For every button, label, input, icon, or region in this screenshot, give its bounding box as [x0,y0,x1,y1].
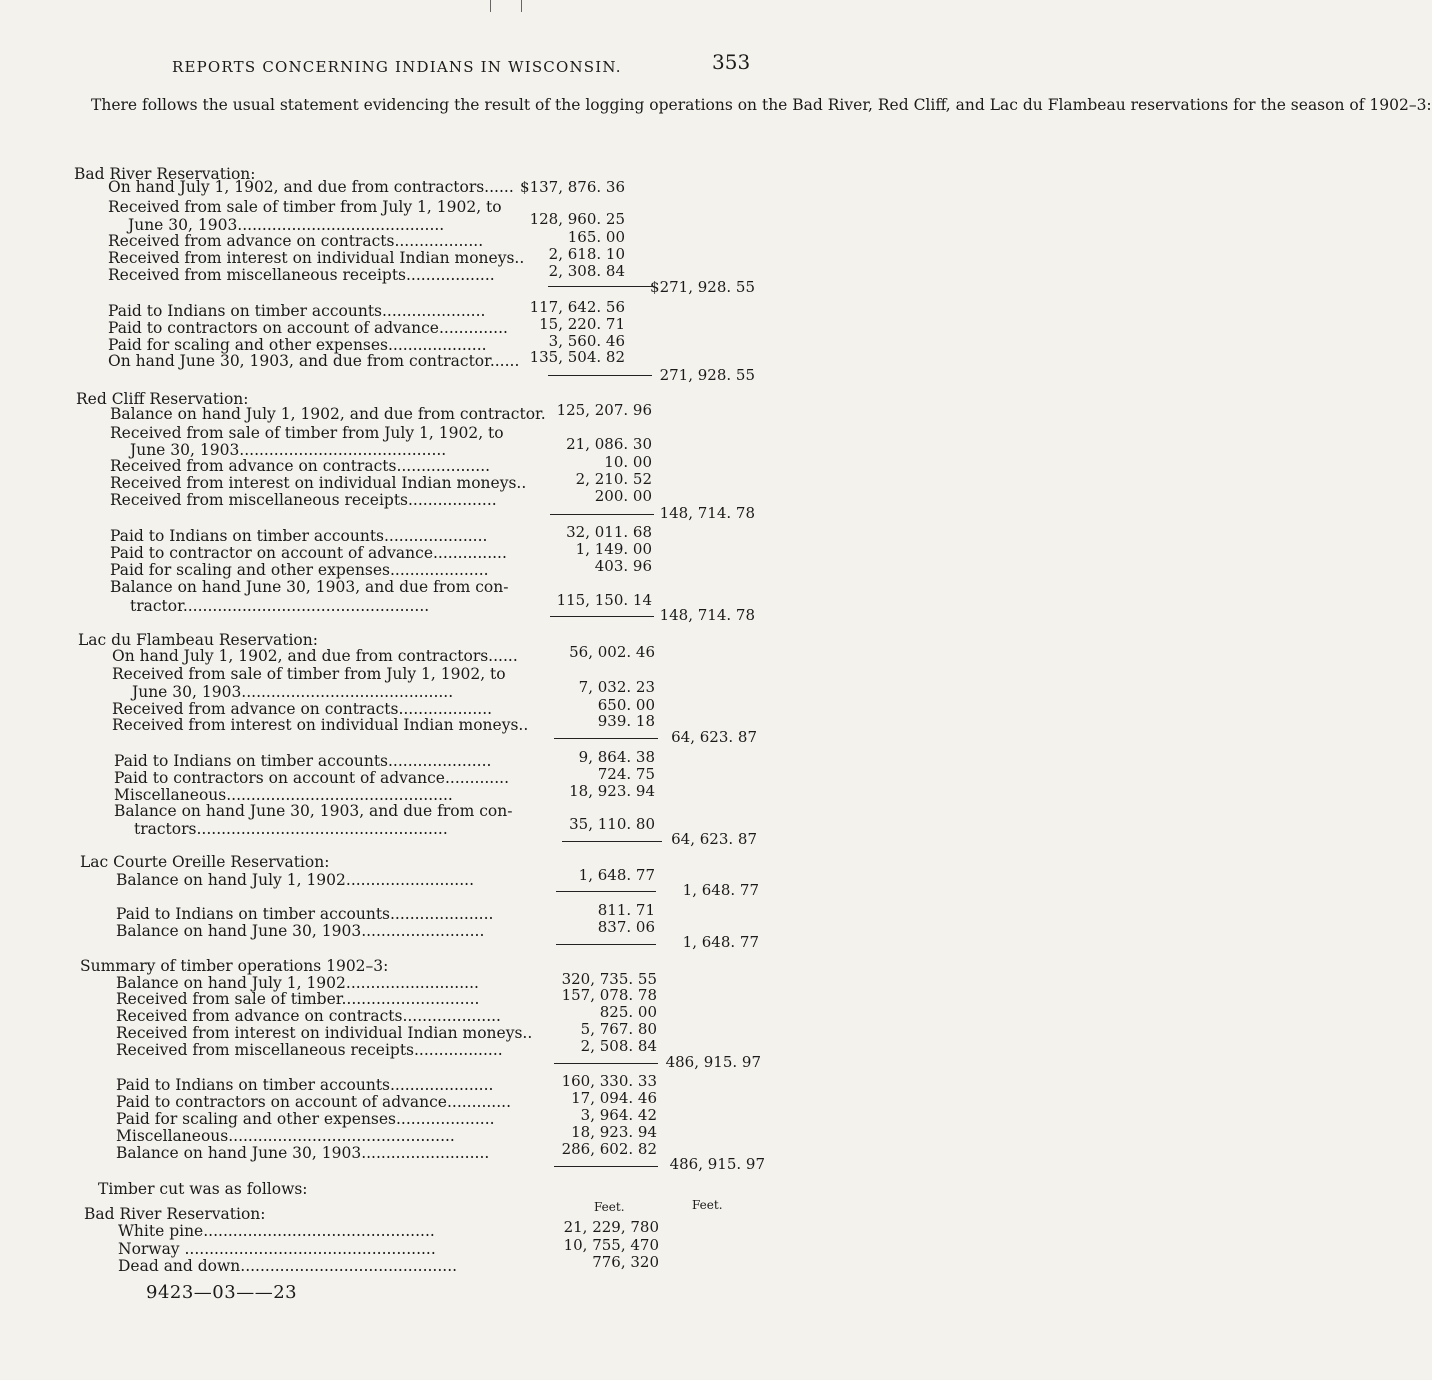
summary-value-3: 825. 00 [599,1003,657,1021]
rule [550,514,654,515]
red-cliff-value-3: 10. 00 [604,453,652,471]
summary-value-4: 5, 767. 80 [580,1020,657,1038]
bad-river-value-6: 117, 642. 56 [529,298,625,316]
summary-total-2: 486, 915. 97 [669,1155,765,1173]
red-cliff-value-7: 1, 149. 00 [575,540,652,558]
lac-du-flambeau-value-4: 939. 18 [597,712,655,730]
summary-line-2: Received from sale of timber............................ [116,990,480,1008]
timber-cut-value-3: 776, 320 [592,1253,659,1271]
section-title-summary: Summary of timber operations 1902–3: [80,957,389,975]
red-cliff-value-6: 32, 011. 68 [566,523,652,541]
summary-line-9: Miscellaneous.............................................. [116,1127,455,1145]
red-cliff-line-3: Received from advance on contracts................... [110,457,491,475]
lac-du-flambeau-line-4: Received from interest on individual Indian moneys.. [112,716,529,734]
bad-river-total-2: 271, 928. 55 [659,366,755,384]
section-title-lac-du-flambeau: Lac du Flambeau Reservation: [78,631,318,649]
rule [562,841,662,842]
timber-cut-subtitle: Bad River Reservation: [84,1205,266,1223]
lac-du-flambeau-line-7: Miscellaneous.............................................. [114,786,453,804]
summary-line-8: Paid for scaling and other expenses.................... [116,1110,495,1128]
lac-du-flambeau-value-8: 35, 110. 80 [569,815,655,833]
summary-value-1: 320, 735. 55 [561,970,657,988]
bad-river-total-1: $271, 928. 55 [650,278,755,296]
scan-mark [490,0,522,12]
timber-cut-line-3: Dead and down............................................ [118,1257,458,1275]
page-number: 353 [712,50,751,74]
lac-du-flambeau-total-2: 64, 623. 87 [671,830,757,848]
lac-courte-oreille-value-2: 811. 71 [597,901,655,919]
section-title-red-cliff: Red Cliff Reservation: [76,390,249,408]
summary-value-2: 157, 078. 78 [561,986,657,1004]
timber-cut-col2-header: Feet. [692,1198,723,1212]
red-cliff-value-8: 403. 96 [594,557,652,575]
summary-line-7: Paid to contractors on account of advance............. [116,1093,512,1111]
red-cliff-value-5: 200. 00 [594,487,652,505]
lac-du-flambeau-line-8b: tractors................................................... [134,820,448,838]
rule [554,1166,658,1167]
bad-river-line-6: Paid to Indians on timber accounts..................... [108,302,486,320]
timber-cut-line-2: Norway ................................................... [118,1240,436,1258]
lac-courte-oreille-value-1: 1, 648. 77 [578,866,655,884]
bad-river-value-1: $137, 876. 36 [520,178,625,196]
lac-du-flambeau-line-2a: Received from sale of timber from July 1, 1902, to [112,665,506,683]
timber-cut-value-2: 10, 755, 470 [563,1236,659,1254]
timber-cut-line-1: White pine............................................... [118,1222,435,1240]
rule [554,738,658,739]
red-cliff-line-7: Paid to contractor on account of advance............... [110,544,507,562]
lac-courte-oreille-value-3: 837. 06 [597,918,655,936]
lac-du-flambeau-value-1: 56, 002. 46 [569,643,655,661]
timber-cut-col1-header: Feet. [594,1200,625,1214]
summary-line-6: Paid to Indians on timber accounts..................... [116,1076,494,1094]
lac-du-flambeau-line-2b: June 30, 1903........................................... [132,683,454,701]
summary-line-3: Received from advance on contracts.................... [116,1007,501,1025]
lac-courte-oreille-total-1: 1, 648. 77 [682,881,759,899]
bad-river-line-3: Received from advance on contracts.................. [108,232,484,250]
red-cliff-value-9: 115, 150. 14 [556,591,652,609]
lac-courte-oreille-total-2: 1, 648. 77 [682,933,759,951]
bad-river-value-7: 15, 220. 71 [539,315,625,333]
summary-line-5: Received from miscellaneous receipts.................. [116,1041,503,1059]
lac-du-flambeau-value-7: 18, 923. 94 [569,782,655,800]
bad-river-value-2: 128, 960. 25 [529,210,625,228]
summary-value-10: 286, 602. 82 [561,1140,657,1158]
bad-river-line-4: Received from interest on individual Indian moneys.. [108,249,525,267]
rule [550,616,654,617]
bad-river-line-5: Received from miscellaneous receipts.................. [108,266,495,284]
bad-river-line-9: On hand June 30, 1903, and due from contractor...... [108,352,520,370]
lac-du-flambeau-line-3: Received from advance on contracts................... [112,700,493,718]
red-cliff-line-2a: Received from sale of timber from July 1, 1902, to [110,424,504,442]
summary-line-4: Received from interest on individual Indian moneys.. [116,1024,533,1042]
summary-value-8: 3, 964. 42 [580,1106,657,1124]
bad-river-value-5: 2, 308. 84 [548,262,625,280]
red-cliff-line-2b: June 30, 1903.......................................... [130,441,447,459]
bad-river-line-7: Paid to contractors on account of advance.............. [108,319,508,337]
lac-du-flambeau-value-6: 724. 75 [597,765,655,783]
bad-river-value-9: 135, 504. 82 [529,348,625,366]
red-cliff-total-1: 148, 714. 78 [659,504,755,522]
red-cliff-value-4: 2, 210. 52 [575,470,652,488]
lac-du-flambeau-line-1: On hand July 1, 1902, and due from contractors...... [112,647,518,665]
summary-line-1: Balance on hand July 1, 1902........................... [116,974,479,992]
bad-river-value-8: 3, 560. 46 [548,332,625,350]
summary-value-7: 17, 094. 46 [571,1089,657,1107]
intro-text: There follows the usual statement evidencing the result of the logging operations on the Bad River, Red Cliff, and Lac du Flambeau reservations for the season of 1902–3: [91,96,1432,114]
red-cliff-line-6: Paid to Indians on timber accounts..................... [110,527,488,545]
rule [554,1063,658,1064]
red-cliff-total-2: 148, 714. 78 [659,606,755,624]
lac-du-flambeau-value-3: 650. 00 [597,696,655,714]
bad-river-line-8: Paid for scaling and other expenses.................... [108,336,487,354]
red-cliff-line-4: Received from interest on individual Indian moneys.. [110,474,527,492]
rule [548,375,652,376]
lac-courte-oreille-line-1: Balance on hand July 1, 1902.......................... [116,871,474,889]
red-cliff-line-8: Paid for scaling and other expenses.................... [110,561,489,579]
summary-value-6: 160, 330. 33 [561,1072,657,1090]
lac-du-flambeau-line-8a: Balance on hand June 30, 1903, and due from con- [114,802,513,820]
red-cliff-line-9a: Balance on hand June 30, 1903, and due from con- [110,578,509,596]
red-cliff-line-1: Balance on hand July 1, 1902, and due from contractor. [110,405,546,423]
lac-du-flambeau-line-6: Paid to contractors on account of advance............. [114,769,510,787]
red-cliff-line-5: Received from miscellaneous receipts.................. [110,491,497,509]
signature-mark: 9423—03——23 [146,1282,298,1303]
summary-value-9: 18, 923. 94 [571,1123,657,1141]
summary-value-5: 2, 508. 84 [580,1037,657,1055]
running-header: REPORTS CONCERNING INDIANS IN WISCONSIN. [172,58,622,76]
rule [556,944,656,945]
bad-river-value-4: 2, 618. 10 [548,245,625,263]
section-title-lac-courte-oreille: Lac Courte Oreille Reservation: [80,853,330,871]
timber-cut-value-1: 21, 229, 780 [563,1218,659,1236]
lac-du-flambeau-value-2: 7, 032. 23 [578,678,655,696]
summary-line-10: Balance on hand June 30, 1903.......................... [116,1144,490,1162]
timber-cut-title: Timber cut was as follows: [98,1180,308,1198]
rule [556,891,656,892]
lac-courte-oreille-line-2: Paid to Indians on timber accounts..................... [116,905,494,923]
intro-paragraph [74,96,1432,115]
red-cliff-line-9b: tractor.................................................. [130,597,430,615]
lac-du-flambeau-value-5: 9, 864. 38 [578,748,655,766]
red-cliff-value-2: 21, 086. 30 [566,435,652,453]
red-cliff-value-1: 125, 207. 96 [556,401,652,419]
summary-total-1: 486, 915. 97 [665,1053,761,1071]
bad-river-value-3: 165. 00 [567,228,625,246]
lac-courte-oreille-line-3: Balance on hand June 30, 1903......................... [116,922,485,940]
bad-river-line-1: On hand July 1, 1902, and due from contractors...... [108,178,514,196]
lac-du-flambeau-total-1: 64, 623. 87 [671,728,757,746]
bad-river-line-2a: Received from sale of timber from July 1, 1902, to [108,198,502,216]
lac-du-flambeau-line-5: Paid to Indians on timber accounts..................... [114,752,492,770]
section-title-bad-river: Bad River Reservation: [74,165,256,183]
bad-river-line-2b: June 30, 1903.......................................... [128,216,445,234]
rule [548,286,652,287]
